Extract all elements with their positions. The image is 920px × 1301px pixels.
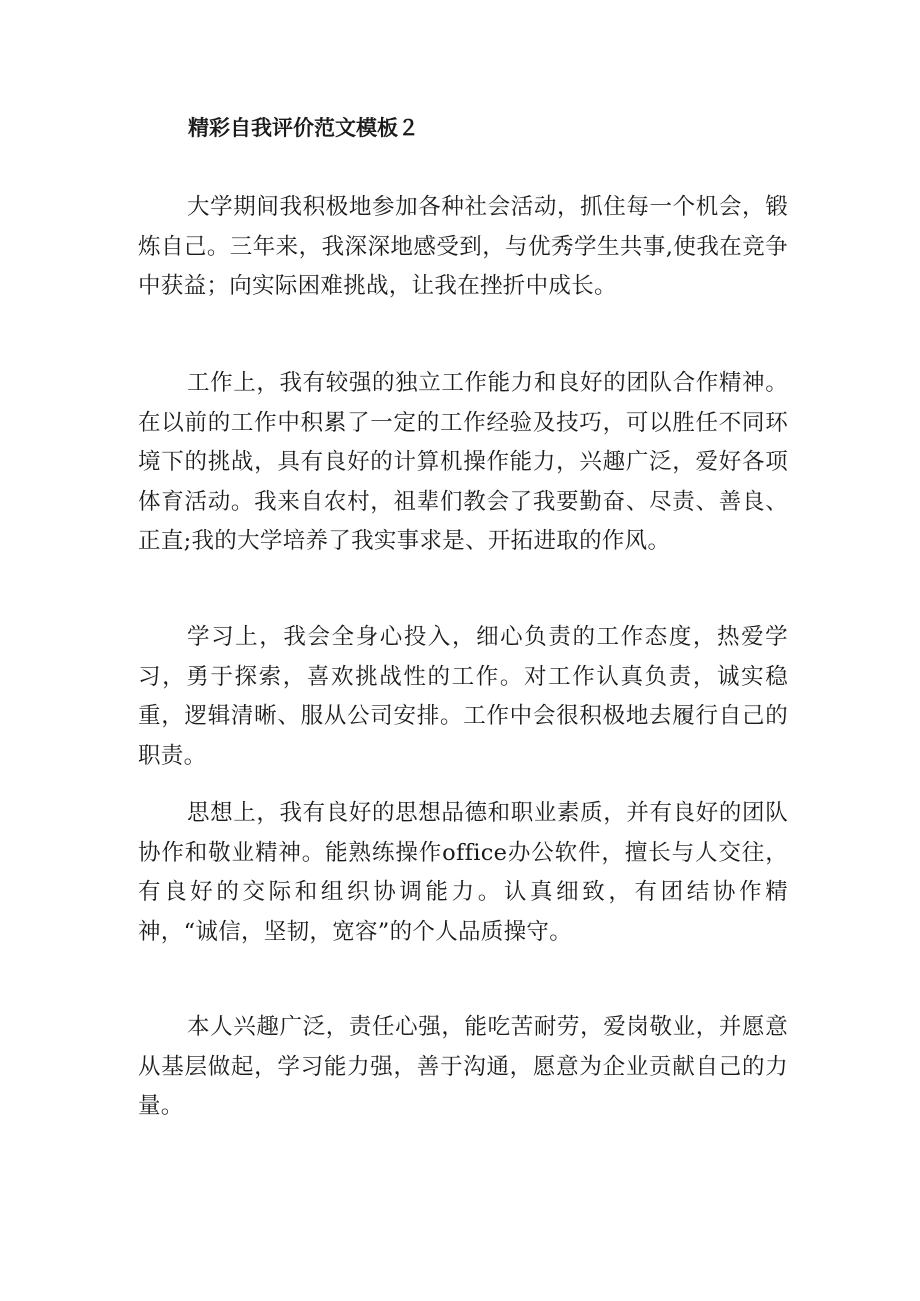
paragraph-study-attitude: 学习上，我会全身心投入，细心负责的工作态度，热爱学习，勇于探索，喜欢挑战性的工作。对工作认真负责，诚实稳重，逻辑清晰、服从公司安排。工作中会很积极地去履行自己的职责。 [138, 624, 788, 769]
document-title: 精彩自我评价范文模板２ [188, 115, 419, 140]
paragraph-ideology-quality: 思想上，我有良好的思想品德和职业素质，并有良好的团队协作和敬业精神。能熟练操作office办公软件，擅长与人交往，有良好的交际和组织协调能力。认真细致，有团结协作精神，“诚信，坚韧，宽容”的个人品质操守。 [138, 800, 788, 945]
paragraph-university-activities: 大学期间我积极地参加各种社会活动，抓住每一个机会，锻炼自己。三年来，我深深地感受到，与优秀学生共事,使我在竞争中获益；向实际困难挑战，让我在挫折中成长。 [138, 194, 788, 299]
paragraph-work-ability: 工作上，我有较强的独立工作能力和良好的团队合作精神。在以前的工作中积累了一定的工作经验及技巧，可以胜任不同环境下的挑战，具有良好的计算机操作能力，兴趣广泛，爱好各项体育活动。我来自农村，祖辈们教会了我要勤奋、尽责、善良、正直;我的大学培养了我实事求是、开拓进取的作风。 [138, 370, 788, 554]
paragraph-personal-summary: 本人兴趣广泛，责任心强，能吃苦耐劳，爱岗敬业，并愿意从基层做起，学习能力强，善于沟通，愿意为企业贡献自己的力量。 [138, 1014, 788, 1119]
